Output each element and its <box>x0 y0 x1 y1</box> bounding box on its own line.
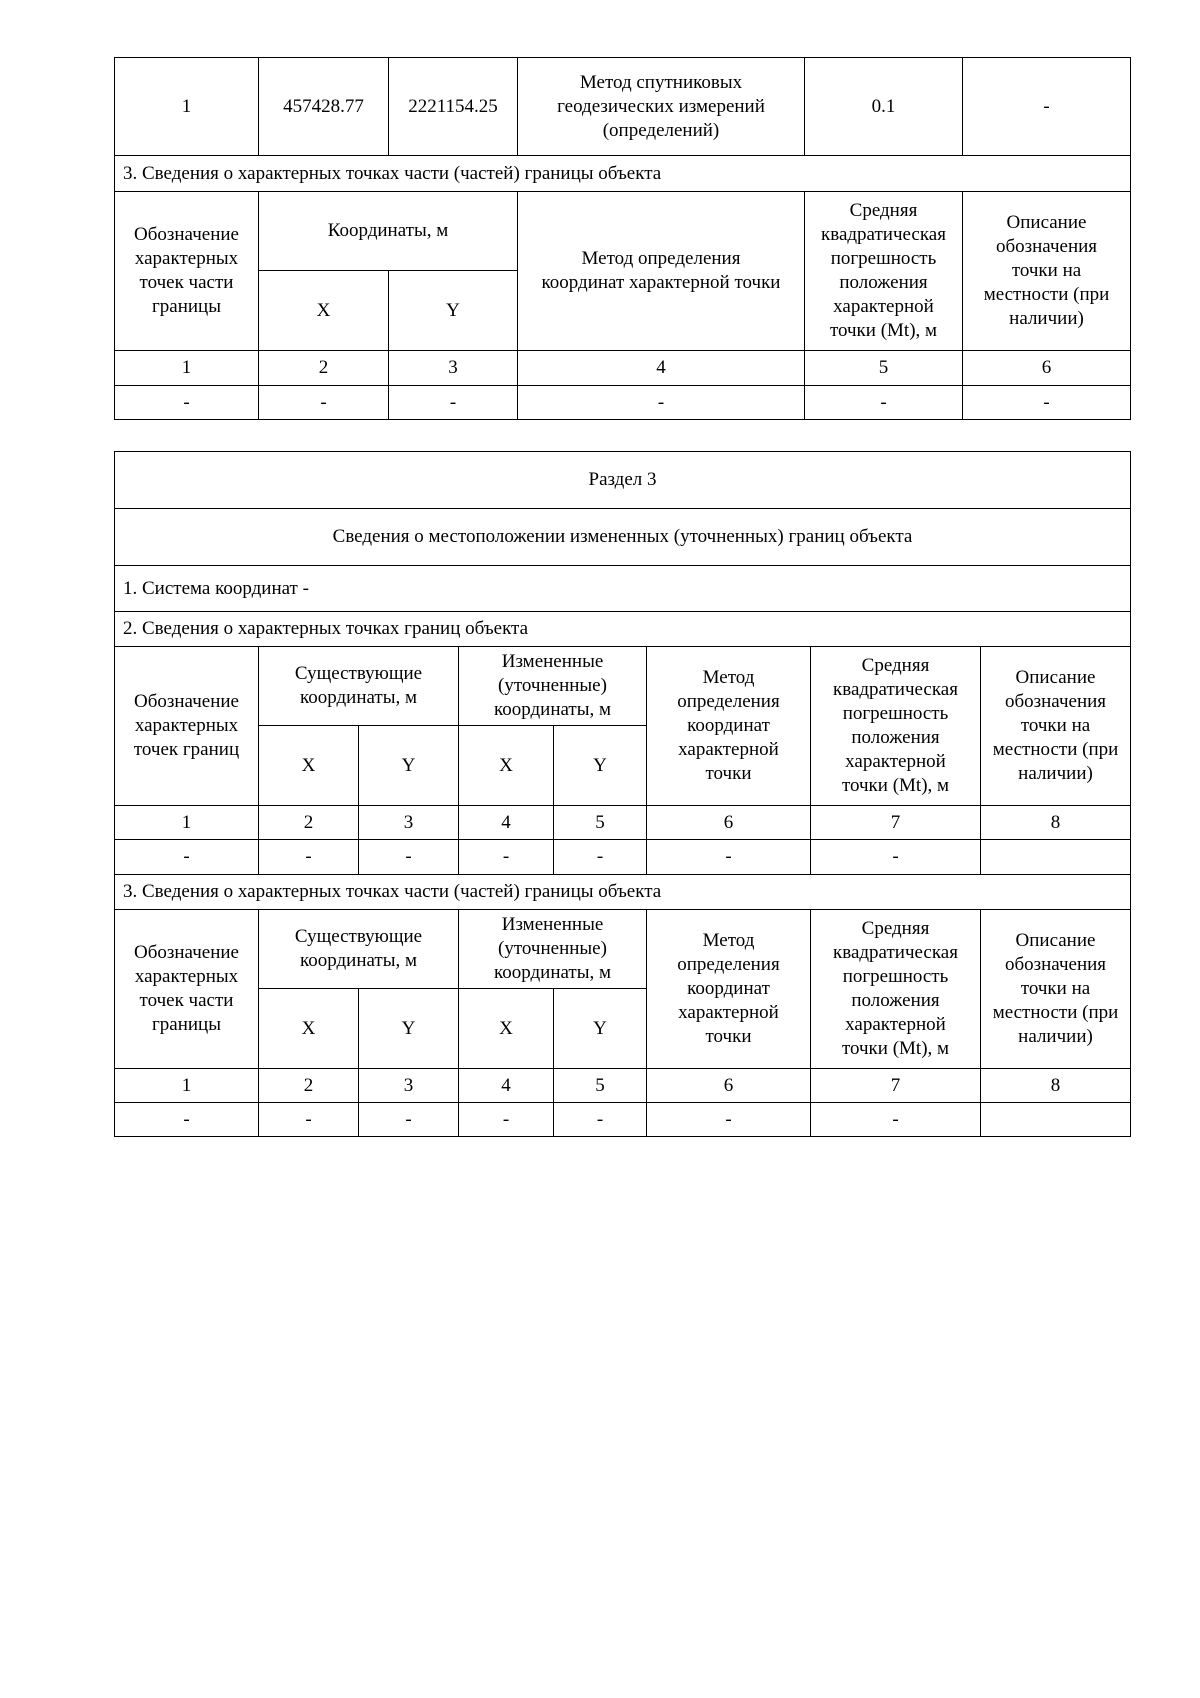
table-cell: - <box>459 1103 554 1137</box>
header-y: Y <box>554 726 647 806</box>
table-cell: - <box>459 840 554 875</box>
table-cell: - <box>115 840 259 875</box>
header-method: Метод определения координат характерной точки <box>647 910 811 1069</box>
header-existing-coords: Существующие координаты, м <box>259 647 459 726</box>
table-cell: - <box>811 1103 981 1137</box>
table-cell: - <box>805 386 963 420</box>
table-cell: - <box>811 840 981 875</box>
column-number: 5 <box>554 1069 647 1103</box>
razdel-3-table <box>114 451 1131 1137</box>
column-number: 2 <box>259 1069 359 1103</box>
table-cell: - <box>259 840 359 875</box>
header-x: X <box>459 726 554 806</box>
method-cell: Метод спутниковых геодезических измерений (определений) <box>518 58 805 156</box>
column-number: 1 <box>115 1069 259 1103</box>
header-coords: Координаты, м <box>259 192 518 271</box>
column-number: 2 <box>259 351 389 386</box>
header-y: Y <box>359 726 459 806</box>
header-x: X <box>259 989 359 1069</box>
table-cell: - <box>963 386 1131 420</box>
header-description: Описание обозначения точки на местности (при наличии) <box>981 910 1131 1069</box>
table-cell: - <box>389 386 518 420</box>
header-point: Обозначение характерных точек части границы <box>115 192 259 351</box>
column-number: 3 <box>389 351 518 386</box>
boundary-points-table <box>114 57 1131 420</box>
column-number: 6 <box>963 351 1131 386</box>
table-cell: - <box>115 386 259 420</box>
table-cell: - <box>259 386 389 420</box>
column-number: 8 <box>981 1069 1131 1103</box>
table-cell: - <box>647 1103 811 1137</box>
column-number: 4 <box>459 806 554 840</box>
header-error: Средняя квадратическая погрешность положения характерной точки (Mt), м <box>811 910 981 1069</box>
column-number: 8 <box>981 806 1131 840</box>
header-description: Описание обозначения точки на местности (при наличии) <box>963 192 1131 351</box>
section-heading: Раздел 3 <box>115 452 1131 509</box>
x-cell: 457428.77 <box>259 58 389 156</box>
section-subtitle: Сведения о местоположении измененных (уточненных) границ объекта <box>115 509 1131 566</box>
column-numbers-row <box>115 351 1131 386</box>
table-cell: - <box>518 386 805 420</box>
table-cell: - <box>554 840 647 875</box>
section-title: 3. Сведения о характерных точках части (частей) границы объекта <box>115 156 1131 192</box>
header-method: Метод определения координат характерной точки <box>647 647 811 806</box>
column-numbers-row <box>115 806 1131 840</box>
header-error: Средняя квадратическая погрешность положения характерной точки (Mt), м <box>805 192 963 351</box>
table-row <box>115 1103 1131 1137</box>
header-y: Y <box>554 989 647 1069</box>
column-number: 5 <box>554 806 647 840</box>
table-row <box>115 58 1131 156</box>
header-description: Описание обозначения точки на местности (при наличии) <box>981 647 1131 806</box>
header-point: Обозначение характерных точек части границы <box>115 910 259 1069</box>
table-cell: - <box>359 1103 459 1137</box>
header-point: Обозначение характерных точек границ <box>115 647 259 806</box>
table-cell: - <box>115 1103 259 1137</box>
table-cell: - <box>647 840 811 875</box>
header-x: X <box>259 271 389 351</box>
table-cell: - <box>359 840 459 875</box>
header-changed-coords: Измененные (уточненные) координаты, м <box>459 647 647 726</box>
column-number: 1 <box>115 351 259 386</box>
header-y: Y <box>389 271 518 351</box>
description-cell: - <box>963 58 1131 156</box>
header-changed-coords: Измененные (уточненные) координаты, м <box>459 910 647 989</box>
coordinate-system: 1. Система координат - <box>115 566 1131 612</box>
point-cell: 1 <box>115 58 259 156</box>
column-number: 3 <box>359 806 459 840</box>
section-title: 2. Сведения о характерных точках границ объекта <box>115 612 1131 647</box>
header-existing-coords: Существующие координаты, м <box>259 910 459 989</box>
column-number: 2 <box>259 806 359 840</box>
header-method: Метод определения координат характерной точки <box>518 192 805 351</box>
header-x: X <box>259 726 359 806</box>
column-number: 5 <box>805 351 963 386</box>
y-cell: 2221154.25 <box>389 58 518 156</box>
column-number: 1 <box>115 806 259 840</box>
column-number: 7 <box>811 806 981 840</box>
header-error: Средняя квадратическая погрешность положения характерной точки (Mt), м <box>811 647 981 806</box>
column-number: 3 <box>359 1069 459 1103</box>
header-y: Y <box>359 989 459 1069</box>
table-cell: - <box>554 1103 647 1137</box>
column-number: 4 <box>459 1069 554 1103</box>
table-row <box>115 840 1131 875</box>
section-title: 3. Сведения о характерных точках части (частей) границы объекта <box>115 875 1131 910</box>
column-numbers-row <box>115 1069 1131 1103</box>
column-number: 6 <box>647 1069 811 1103</box>
table-cell <box>981 1103 1131 1137</box>
header-x: X <box>459 989 554 1069</box>
table-cell <box>981 840 1131 875</box>
column-number: 6 <box>647 806 811 840</box>
column-number: 4 <box>518 351 805 386</box>
column-number: 7 <box>811 1069 981 1103</box>
table-row <box>115 386 1131 420</box>
error-cell: 0.1 <box>805 58 963 156</box>
table-cell: - <box>259 1103 359 1137</box>
